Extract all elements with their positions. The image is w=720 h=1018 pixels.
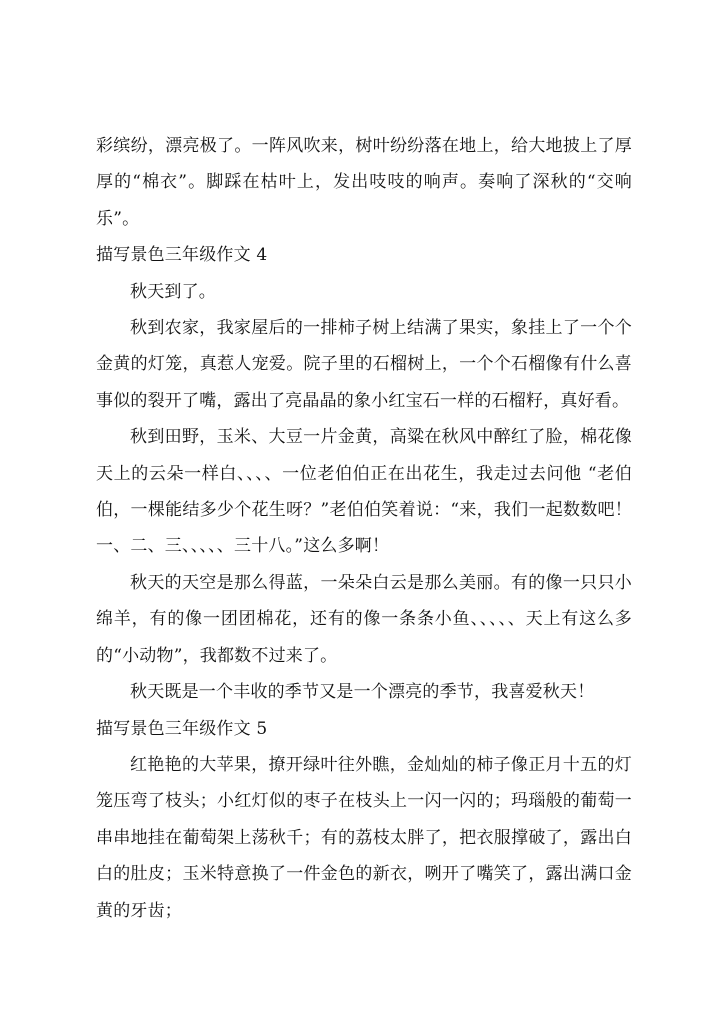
document-body (96, 128, 632, 929)
body-paragraph: 秋天的天空是那么得蓝，一朵朵白云是那么美丽。有的像一只只小绵羊，有的像一团团棉花，还有的像一条条小鱼、、、、、天上有这么多的“小动物”，我都数不过来了。 (96, 572, 632, 666)
body-paragraph: 秋天到了。 (130, 281, 216, 302)
body-paragraph: 秋到农家，我家屋后的一排柿子树上结满了果实，象挂上了一个个金黄的灯笼，真惹人宠爱。院子里的石榴树上，一个个石榴像有什么喜事似的裂开了嘴，露出了亮晶晶的象小红宝石一样的石榴籽，真好看。 (96, 318, 632, 411)
body-paragraph: 秋到田野，玉米、大豆一片金黄，高粱在秋风中醉红了脸，棉花像天上的云朵一样白、、、、一位老伯伯正在出花生，我走过去问他 “老伯伯，一棵能结多少个花生呀？”老伯伯笑着说：“来，我们一起数数吧！一、二、三、、、、、三十八。”这么多啊！ (96, 427, 632, 557)
body-paragraph: 彩缤纷，漂亮极了。一阵风吹来，树叶纷纷落在地上，给大地披上了厚厚的“棉衣”。脚踩在枯叶上，发出吱吱的响声。奏响了深秋的“交响乐”。 (96, 136, 632, 229)
section-heading: 描写景色三年级作文 4 (96, 245, 268, 266)
section-heading: 描写景色三年级作文 5 (96, 718, 268, 739)
body-paragraph: 秋天既是一个丰收的季节又是一个漂亮的季节，我喜爱秋天！ (130, 682, 595, 703)
body-paragraph: 红艳艳的大苹果，撩开绿叶往外瞧，金灿灿的柿子像正月十五的灯笼压弯了枝头；小红灯似的枣子在枝头上一闪一闪的；玛瑙般的葡萄一串串地挂在葡萄架上荡秋千；有的荔枝太胖了，把衣服撑破了，露出白白的肚皮；玉米特意换了一件金色的新衣，咧开了嘴笑了，露出满口金黄的牙齿； (96, 754, 632, 921)
